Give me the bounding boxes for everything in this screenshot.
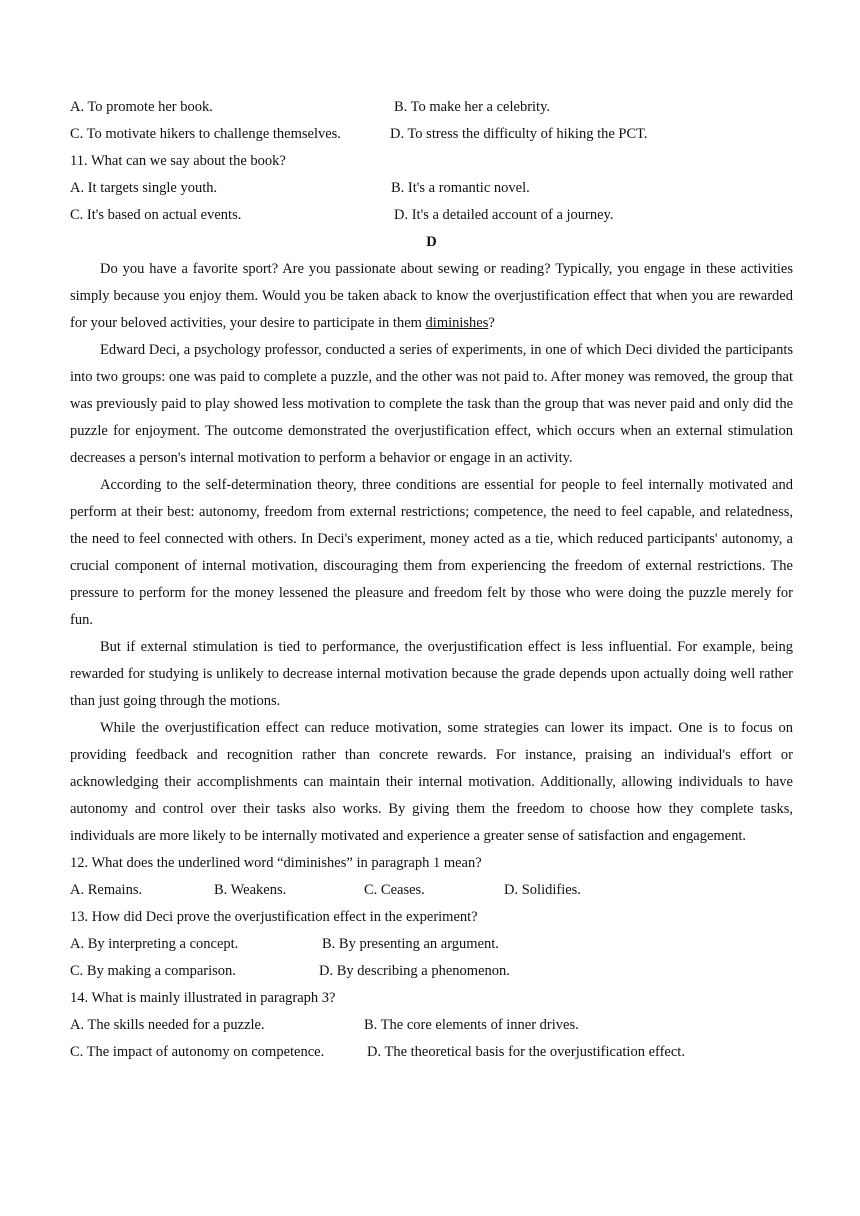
q14-options-row-1 [70, 1012, 793, 1039]
paragraph-2: Edward Deci, a psychology professor, conducted a series of experiments, in one of which Deci divided the participants into two groups: one was paid to complete a puzzle, and the other was not paid to. After money was removed, the group that was previously paid to play showed less motivation to complete the task than the group that was never paid and only did the puzzle for enjoyment. The outcome demonstrated the overjustification effect, which occurs when an external stimulation decreases a person's internal motivation to perform a behavior or engage in an activity. [70, 342, 793, 466]
q13-option-c: C. By making a comparison. [70, 963, 236, 979]
q13-option-b: B. By presenting an argument. [322, 936, 499, 952]
q10-option-d: D. To stress the difficulty of hiking the PCT. [390, 126, 648, 142]
q14-option-a: A. The skills needed for a puzzle. [70, 1017, 265, 1033]
q11-options-row-1 [70, 175, 793, 202]
q14-option-c: C. The impact of autonomy on competence. [70, 1044, 325, 1060]
q12-options [70, 877, 793, 904]
q12-question: 12. What does the underlined word “diminishes” in paragraph 1 mean? [70, 855, 482, 871]
q10-option-a: A. To promote her book. [70, 99, 213, 115]
q10-options-row-1 [70, 94, 793, 121]
q13-options-row-2 [70, 958, 793, 985]
q11-question: 11. What can we say about the book? [70, 153, 286, 169]
q12-option-d: D. Solidifies. [504, 882, 581, 898]
q10-options-row-2 [70, 121, 793, 148]
q12-option-c: C. Ceases. [364, 882, 425, 898]
underlined-word: diminishes [425, 315, 489, 331]
passage [70, 256, 793, 850]
exam-page [70, 94, 793, 1066]
section-title: D [426, 234, 437, 250]
q10-option-b: B. To make her a celebrity. [394, 99, 551, 115]
q11-option-b: B. It's a romantic novel. [391, 180, 530, 196]
q11-options-row-2 [70, 202, 793, 229]
q13-option-a: A. By interpreting a concept. [70, 936, 239, 952]
q11-option-c: C. It's based on actual events. [70, 207, 242, 223]
q11-option-a: A. It targets single youth. [70, 180, 218, 196]
q13-question: 13. How did Deci prove the overjustification effect in the experiment? [70, 909, 478, 925]
paragraph-1-end: ? [488, 315, 495, 331]
q14-options-row-2 [70, 1039, 793, 1066]
q13-option-d: D. By describing a phenomenon. [319, 963, 510, 979]
q14-question: 14. What is mainly illustrated in paragraph 3? [70, 990, 336, 1006]
q14-option-b: B. The core elements of inner drives. [364, 1017, 579, 1033]
paragraph-4: But if external stimulation is tied to performance, the overjustification effect is less influential. For example, being rewarded for studying is unlikely to decrease internal motivation because the grade depends upon actually doing well rather than just going through the motions. [70, 639, 793, 709]
q11-option-d: D. It's a detailed account of a journey. [394, 207, 614, 223]
q10-option-c: C. To motivate hikers to challenge themselves. [70, 126, 341, 142]
paragraph-3: According to the self-determination theory, three conditions are essential for people to feel internally motivated and perform at their best: autonomy, freedom from external restrictions; competence, the need to feel capable, and relatedness, the need to feel connected with others. In Deci's experiment, money acted as a tie, which reduced participants' autonomy, a crucial component of internal motivation, discouraging them from experiencing the freedom of external restrictions. The pressure to perform for the money lessened the pleasure and freedom felt by those who were doing the puzzle merely for fun. [70, 477, 793, 628]
paragraph-1 [70, 256, 793, 337]
q13-options-row-1 [70, 931, 793, 958]
q12-option-b: B. Weakens. [214, 882, 287, 898]
paragraph-1-text: Do you have a favorite sport? Are you passionate about sewing or reading? Typically, you engage in these activities simply because you enjoy them. Would you be taken aback to know the overjustification effect that when you are rewarded for your beloved activities, your desire to participate in them [70, 261, 793, 331]
q14-option-d: D. The theoretical basis for the overjustification effect. [367, 1044, 685, 1060]
q12-option-a: A. Remains. [70, 882, 143, 898]
paragraph-5: While the overjustification effect can reduce motivation, some strategies can lower its impact. One is to focus on providing feedback and recognition rather than concrete rewards. For instance, praising an individual's effort or acknowledging their accomplishments can maintain their internal motivation. Additionally, allowing individuals to have autonomy and control over their tasks also works. By giving them the freedom to choose how they complete tasks, individuals are more likely to be internally motivated and experience a greater sense of satisfaction and engagement. [70, 720, 793, 844]
